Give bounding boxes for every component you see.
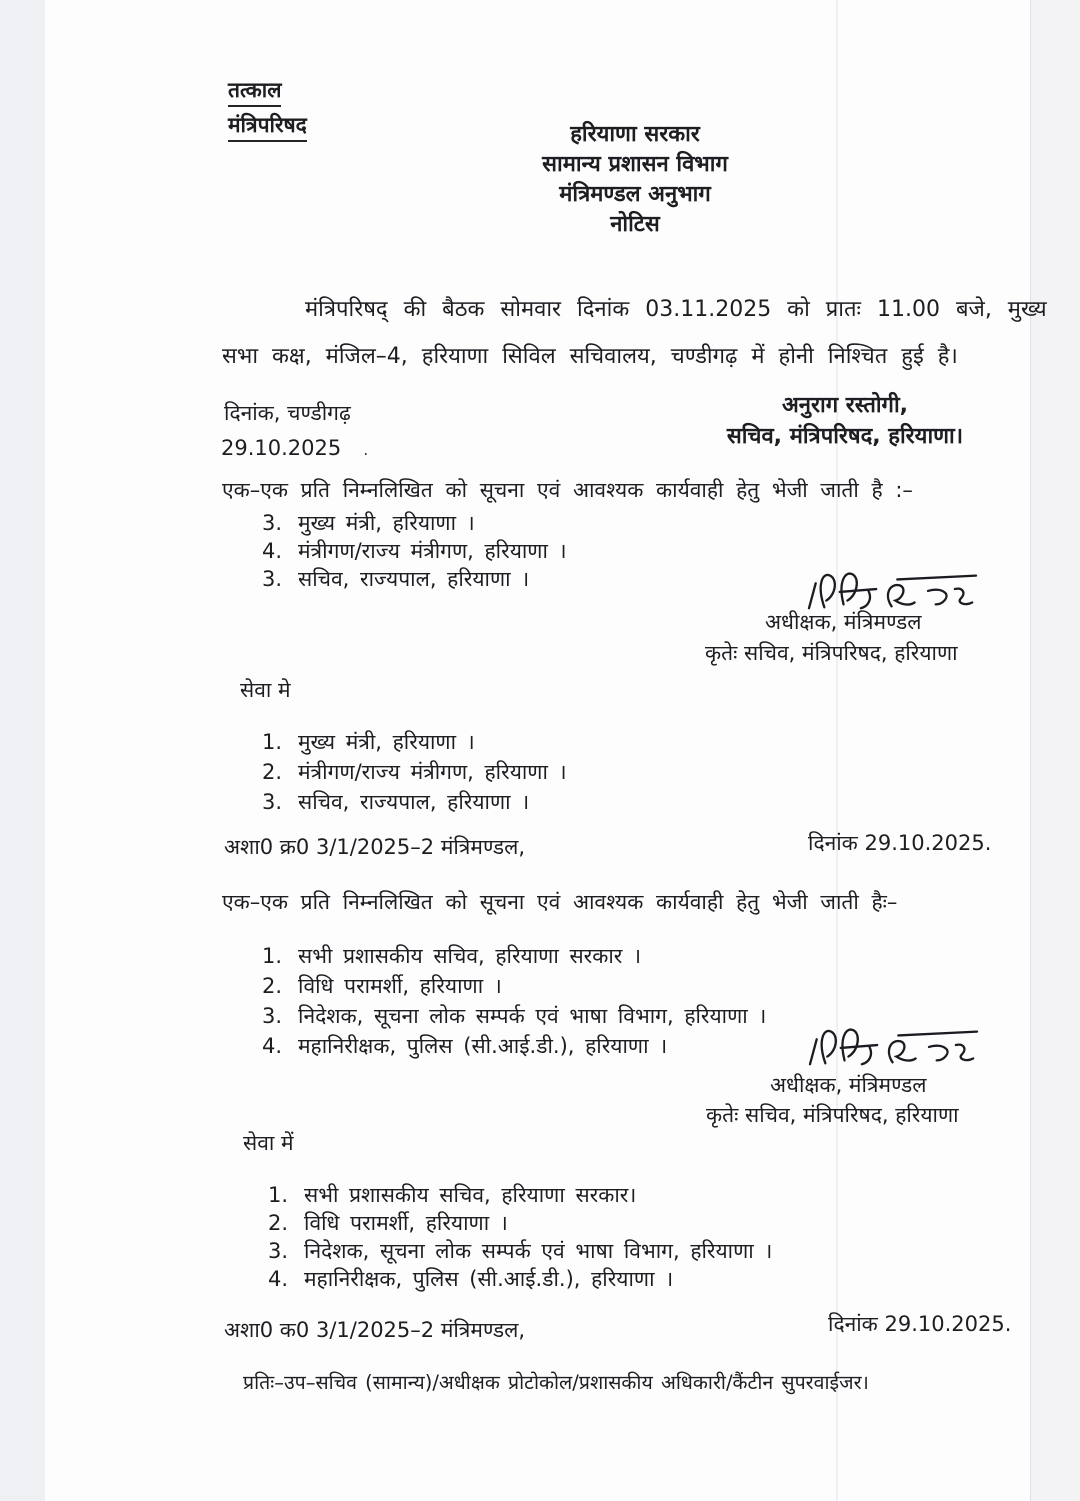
handwritten-signature-icon <box>796 1022 991 1070</box>
item-number: 3. <box>262 511 283 535</box>
addressee2-heading: सेवा में <box>243 1131 294 1155</box>
addressee2-list <box>268 1181 772 1293</box>
ref1-date: दिनांक 29.10.2025. <box>808 831 992 855</box>
copies-distribution-line: प्रतिः–उप–सचिव (सामान्य)/अधीक्षक प्रोटोकोल/प्रशासकीय अधिकारी/कैंटीन सुपरवाईजर। <box>243 1371 869 1394</box>
ref2-number: अशा0 क0 3/1/2025–2 मंत्रिमण्डल, <box>224 1318 526 1342</box>
addressee1-heading: सेवा मे <box>240 678 291 702</box>
item-text: महानिरीक्षक, पुलिस (सी.आई.डी.), हरियाणा । <box>304 1267 674 1291</box>
item-number: 2. <box>262 974 283 998</box>
list-item <box>268 1265 772 1293</box>
signature1-title: अधीक्षक, मंत्रिमण्डल <box>765 610 922 634</box>
item-text: मुख्य मंत्री, हरियाणा । <box>298 511 475 535</box>
item-number: 3. <box>262 1004 283 1028</box>
list-item <box>268 1181 772 1209</box>
ref2-date: दिनांक 29.10.2025. <box>828 1312 1012 1336</box>
department-name: सामान्य प्रशासन विभाग <box>542 152 728 177</box>
item-text: निदेशक, सूचना लोक सम्पर्क एवं भाषा विभाग, हरियाणा । <box>304 1239 773 1263</box>
item-text: मुख्य मंत्री, हरियाणा । <box>298 730 475 754</box>
item-text: सभी प्रशासकीय सचिव, हरियाणा सरकार । <box>298 944 642 968</box>
section-name: मंत्रिमण्डल अनुभाग <box>559 182 711 207</box>
list-item <box>262 565 567 593</box>
signatory-designation: सचिव, मंत्रिपरिषद, हरियाणा। <box>726 424 964 449</box>
list-item <box>262 727 567 757</box>
signature2-for-line: कृतेः सचिव, मंत्रिपरिषद, हरियाणा <box>706 1103 959 1127</box>
handwritten-signature-icon <box>800 566 985 614</box>
list-item <box>268 1237 772 1265</box>
signatory-block <box>700 390 990 452</box>
item-number: 4. <box>262 1034 283 1058</box>
item-number: 3. <box>268 1239 289 1263</box>
notice-line-1: मंत्रिपरिषद् की बैठक सोमवार दिनांक 03.11.2025 को प्रातः 11.00 बजे, मुख्य <box>305 297 1047 322</box>
item-number: 4. <box>262 539 283 563</box>
date-line <box>221 434 368 464</box>
signature1-for-line: कृतेः सचिव, मंत्रिपरिषद, हरियाणा <box>705 641 958 665</box>
list-item <box>268 1209 772 1237</box>
item-number: 3. <box>262 790 283 814</box>
list-item <box>262 509 567 537</box>
stray-ink-mark: . <box>363 440 369 459</box>
item-number: 3. <box>262 567 283 591</box>
priority-stamp <box>228 76 307 146</box>
scan-edge-right <box>1031 0 1080 1501</box>
urgent-label: तत्काल <box>228 76 281 107</box>
item-number: 1. <box>268 1183 289 1207</box>
list-item <box>262 971 766 1001</box>
ref1-number: अशा0 क्र0 3/1/2025–2 मंत्रिमण्डल, <box>224 835 526 859</box>
list-item <box>262 1001 766 1031</box>
dispatch2-list <box>262 941 766 1061</box>
item-text: विधि परामर्शी, हरियाणा । <box>298 974 502 998</box>
list-item <box>262 1031 766 1061</box>
item-text: मंत्रीगण/राज्य मंत्रीगण, हरियाणा । <box>298 539 567 563</box>
item-text: सचिव, राज्यपाल, हरियाणा । <box>298 790 530 814</box>
item-number: 1. <box>262 730 283 754</box>
addressee1-list <box>262 727 567 817</box>
list-item <box>262 757 567 787</box>
dispatch1-list <box>262 509 567 593</box>
place-line: दिनांक, चण्डीगढ़ <box>224 401 351 425</box>
item-number: 4. <box>268 1267 289 1291</box>
item-text: सभी प्रशासकीय सचिव, हरियाणा सरकार। <box>304 1183 637 1207</box>
item-text: मंत्रीगण/राज्य मंत्रीगण, हरियाणा । <box>298 760 567 784</box>
list-item <box>262 941 766 971</box>
notice-line-2: सभा कक्ष, मंजिल–4, हरियाणा सिविल सचिवालय, चण्डीगढ़ में होनी निश्चित हुई है। <box>222 344 958 369</box>
scan-edge-left <box>0 0 45 1501</box>
signature2-title: अधीक्षक, मंत्रिमण्डल <box>770 1073 927 1097</box>
list-item <box>262 787 567 817</box>
item-text: निदेशक, सूचना लोक सम्पर्क एवं भाषा विभाग, हरियाणा । <box>298 1004 767 1028</box>
government-name: हरियाणा सरकार <box>570 122 700 147</box>
item-number: 2. <box>268 1211 289 1235</box>
item-text: विधि परामर्शी, हरियाणा । <box>304 1211 508 1235</box>
item-number: 2. <box>262 760 283 784</box>
letterhead <box>400 120 870 240</box>
council-label: मंत्रिपरिषद <box>228 111 307 142</box>
date-value: 29.10.2025 <box>221 436 342 460</box>
dispatch2-intro: एक–एक प्रति निम्नलिखित को सूचना एवं आवश्यक कार्यवाही हेतु भेजी जाती हैः– <box>222 890 898 914</box>
signatory-name: अनुराग रस्तोगी, <box>782 393 908 418</box>
dispatch1-intro: एक–एक प्रति निम्नलिखित को सूचना एवं आवश्यक कार्यवाही हेतु भेजी जाती है :– <box>222 478 913 502</box>
list-item <box>262 537 567 565</box>
document-type: नोटिस <box>610 212 660 237</box>
item-text: महानिरीक्षक, पुलिस (सी.आई.डी.), हरियाणा । <box>298 1034 668 1058</box>
item-number: 1. <box>262 944 283 968</box>
meeting-notice-paragraph <box>222 286 1047 380</box>
item-text: सचिव, राज्यपाल, हरियाणा । <box>298 567 530 591</box>
